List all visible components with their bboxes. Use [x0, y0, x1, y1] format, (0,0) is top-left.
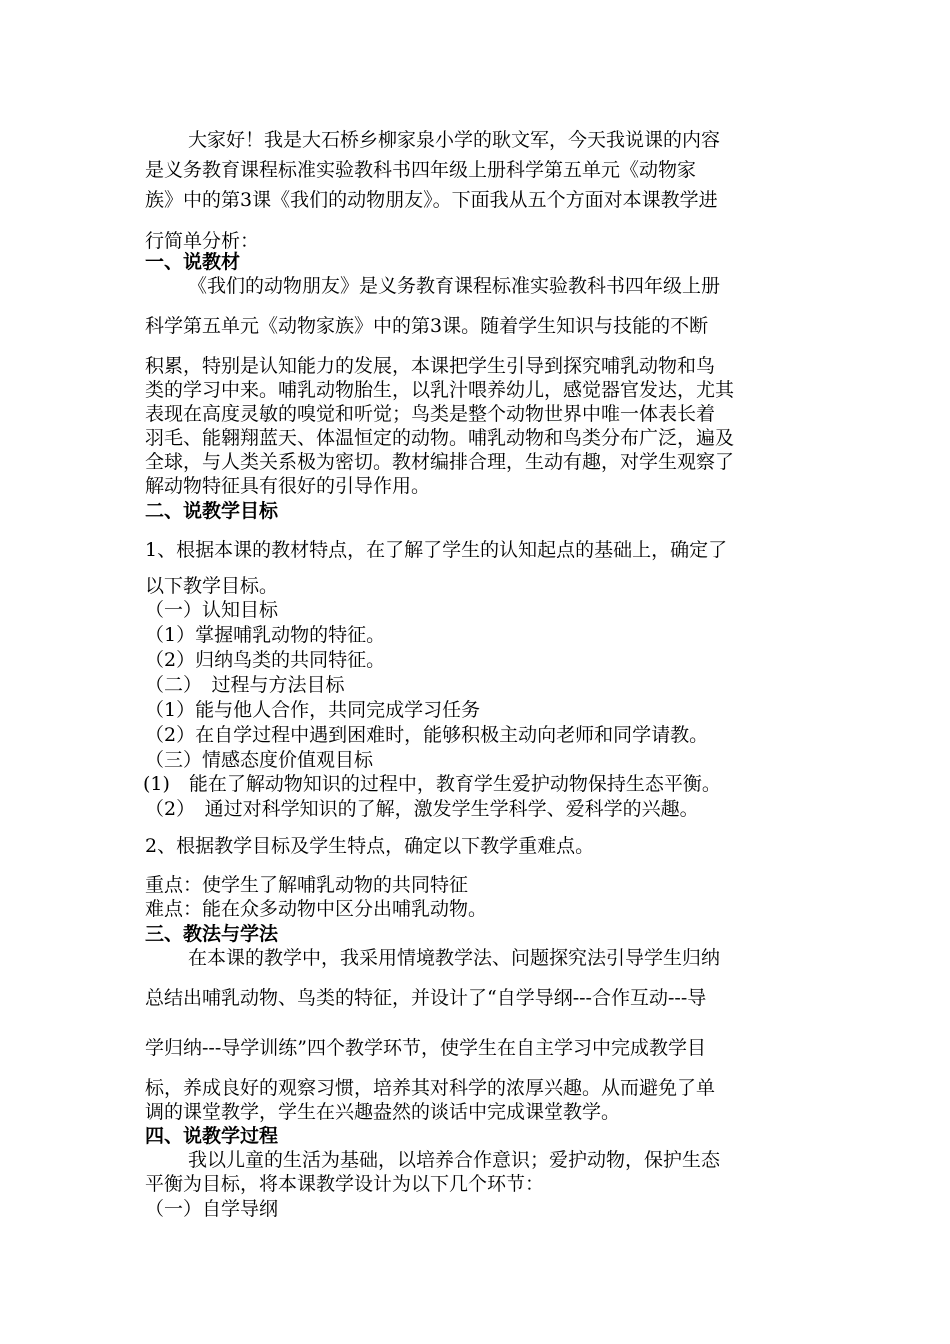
- list-item: （三）情感态度价值观目标: [145, 749, 374, 771]
- paragraph-line: 表现在高度灵敏的嗅觉和听觉；鸟类是整个动物世界中唯一体表长着: [145, 403, 716, 425]
- difficult-point: 难点：能在众多动物中区分出哺乳动物。: [145, 898, 488, 920]
- paragraph-line: 以下教学目标。: [145, 575, 279, 597]
- paragraph-line: 平衡为目标，将本课教学设计为以下几个环节：: [145, 1173, 545, 1195]
- paragraph-line: 类的学习中来。哺乳动物胎生，以乳汁喂养幼儿，感觉器官发达，尤其: [145, 379, 735, 401]
- intro-line: 大家好！我是大石桥乡柳家泉小学的耿文军，今天我说课的内容: [188, 129, 721, 151]
- list-item: （二） 过程与方法目标: [145, 674, 345, 696]
- intro-line: 族》中的第3课《我们的动物朋友》。下面我从五个方面对本课教学进: [145, 189, 718, 211]
- list-item: （一）自学导纲: [145, 1198, 279, 1220]
- paragraph-line: 解动物特征具有很好的引导作用。: [145, 475, 431, 497]
- list-item: （2）归纳鸟类的共同特征。: [145, 649, 386, 671]
- section-heading: 四、说教学过程: [145, 1125, 279, 1147]
- paragraph-line: 总结出哺乳动物、鸟类的特征，并设计了“自学导纲---合作互动---导: [145, 987, 707, 1009]
- list-item: （1）能与他人合作，共同完成学习任务: [145, 699, 481, 721]
- paragraph-line: 2、根据教学目标及学生特点，确定以下教学重难点。: [145, 835, 595, 857]
- list-item: (1) 能在了解动物知识的过程中，教育学生爱护动物保持生态平衡。: [143, 773, 721, 795]
- list-item: （一）认知目标: [145, 599, 279, 621]
- list-item: （1）掌握哺乳动物的特征。: [145, 624, 386, 646]
- paragraph-line: 1、根据本课的教材特点，在了解了学生的认知起点的基础上，确定了: [145, 539, 728, 561]
- key-point: 重点：使学生了解哺乳动物的共同特征: [145, 874, 469, 896]
- paragraph-line: 科学第五单元《动物家族》中的第3课。随着学生知识与技能的不断: [145, 315, 709, 337]
- paragraph-line: 《我们的动物朋友》是义务教育课程标准实验教科书四年级上册: [188, 275, 721, 297]
- paragraph-line: 调的课堂教学，学生在兴趣盎然的谈话中完成课堂教学。: [145, 1101, 621, 1123]
- intro-line: 行简单分析：: [145, 230, 260, 252]
- section-heading: 一、说教材: [145, 251, 241, 273]
- paragraph-line: 全球，与人类关系极为密切。教材编排合理，生动有趣，对学生观察了: [145, 451, 735, 473]
- intro-line: 是义务教育课程标准实验教科书四年级上册科学第五单元《动物家: [145, 159, 697, 181]
- paragraph-line: 积累，特别是认知能力的发展，本课把学生引导到探究哺乳动物和鸟: [145, 355, 716, 377]
- section-heading: 二、说教学目标: [145, 500, 279, 522]
- paragraph-line: 标，养成良好的观察习惯，培养其对科学的浓厚兴趣。从而避免了单: [145, 1077, 716, 1099]
- list-item: （2） 通过对科学知识的了解，激发学生学科学、爱科学的兴趣。: [145, 798, 699, 820]
- paragraph-line: 在本课的教学中，我采用情境教学法、问题探究法引导学生归纳: [188, 947, 721, 969]
- paragraph-line: 学归纳---导学训练”四个教学环节，使学生在自主学习中完成教学目: [145, 1037, 706, 1059]
- section-heading: 三、教法与学法: [145, 923, 279, 945]
- paragraph-line: 羽毛、能翱翔蓝天、体温恒定的动物。哺乳动物和鸟类分布广泛，遍及: [145, 427, 735, 449]
- list-item: （2）在自学过程中遇到困难时，能够积极主动向老师和同学请教。: [145, 724, 709, 746]
- paragraph-line: 我以儿童的生活为基础，以培养合作意识；爱护动物，保护生态: [188, 1149, 721, 1171]
